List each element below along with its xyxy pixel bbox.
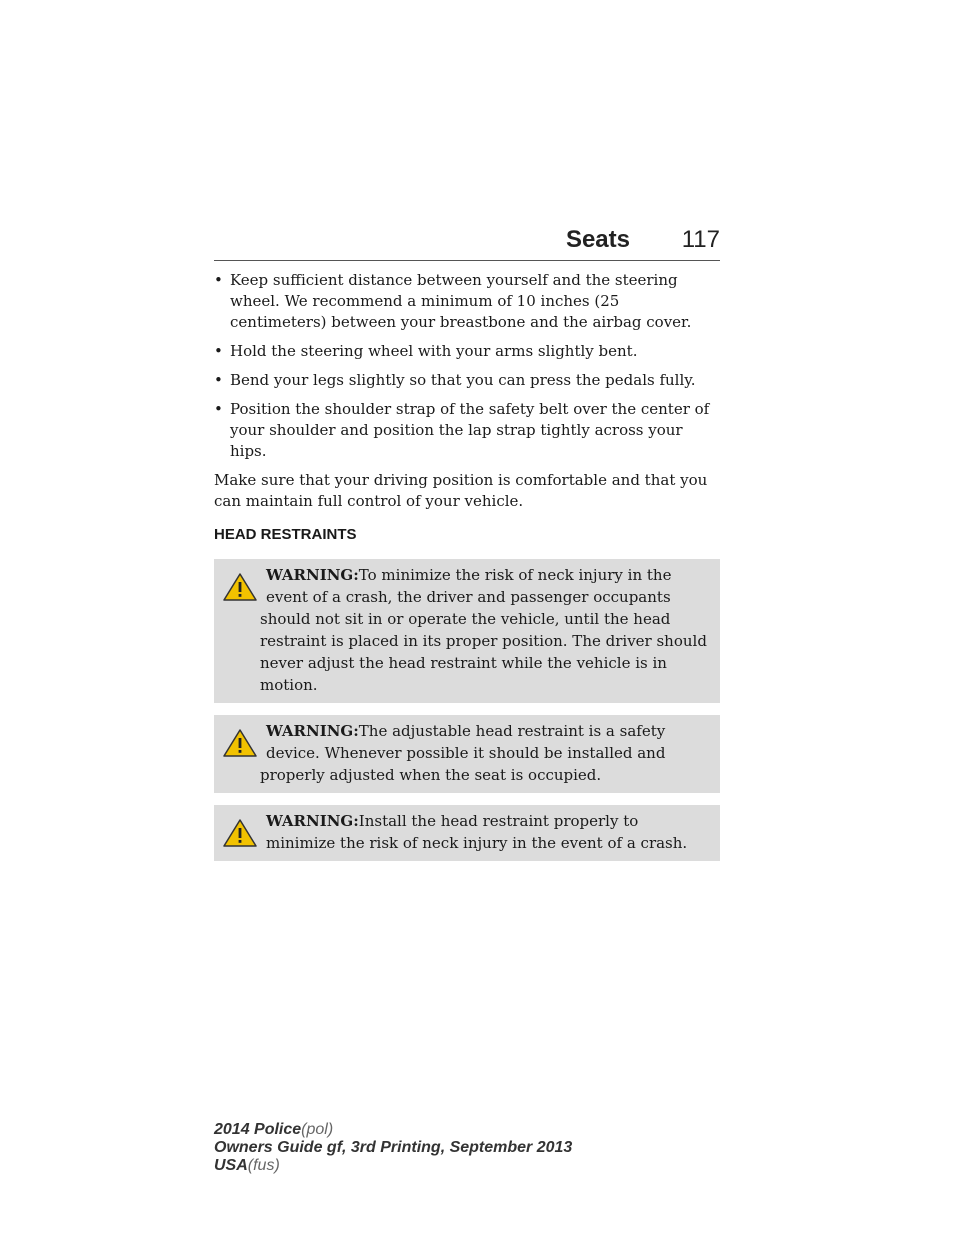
warning-label: WARNING:: [266, 722, 359, 740]
warning-box: [214, 715, 720, 793]
page-header: [214, 60, 720, 261]
warning-triangle-icon: [222, 728, 258, 758]
warning-box: [214, 805, 720, 861]
footer-line-2: Owners Guide gf, 3rd Printing, September 2013: [214, 1139, 573, 1156]
footer-line-1: 2014 Police(pol): [214, 1121, 334, 1138]
warning-label: WARNING:: [266, 566, 359, 584]
warning-box: [214, 559, 720, 703]
bullet-list: [214, 270, 720, 462]
list-item: • Bend your legs slightly so that you can press the pedals fully.: [214, 371, 696, 389]
warning-label: WARNING:: [266, 812, 359, 830]
warning-text: WARNING:Install the head restraint properly to minimize the risk of neck injury in the event of a crash.: [266, 812, 688, 852]
section-title: Seats: [565, 226, 630, 253]
footer-line-3: USA(fus): [214, 1157, 280, 1174]
page-footer: [214, 1121, 572, 1175]
page-number: 117: [681, 226, 720, 253]
warning-triangle-icon: [222, 818, 258, 848]
list-item: • Hold the steering wheel with your arms slightly bent.: [214, 342, 638, 360]
body-paragraph: Make sure that your driving position is comfortable and that you can maintain full control of your vehicle.: [214, 471, 708, 510]
bullet-icon: •: [214, 371, 223, 389]
warning-text: WARNING:The adjustable head restraint is a safety device. Whenever possible it should be installed and properly adjusted when the seat is occupied.: [260, 722, 666, 784]
warning-text: WARNING:To minimize the risk of neck injury in the event of a crash, the driver and passenger occupants should not sit in or operate the vehicle, until the head restraint is placed in its proper position. The driver should never adjust the head restraint while the vehicle is in motion.: [260, 566, 707, 694]
list-item: • Keep sufficient distance between yourself and the steering wheel. We recommend a minimum of 10 inches (25 centimeters) between your breastbone and the airbag cover.: [214, 271, 692, 331]
bullet-icon: •: [214, 342, 223, 360]
list-item: • Position the shoulder strap of the safety belt over the center of your shoulder and position the lap strap tightly across your hips.: [214, 400, 710, 460]
warning-triangle-icon: [222, 572, 258, 602]
bullet-icon: •: [214, 271, 223, 289]
bullet-icon: •: [214, 400, 223, 418]
section-heading: HEAD RESTRAINTS: [214, 526, 357, 543]
page-content: [214, 270, 720, 873]
